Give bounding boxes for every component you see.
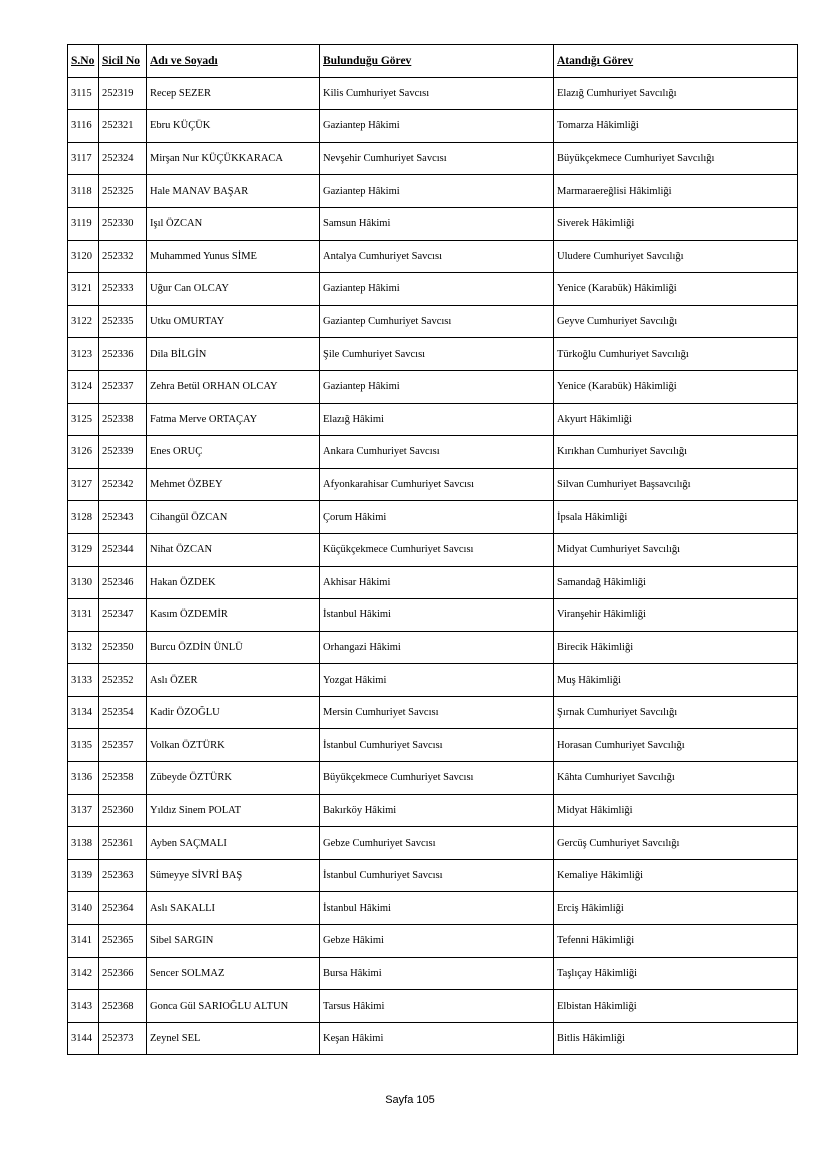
cell-assigned-post: Yenice (Karabük) Hâkimliği [554, 370, 798, 403]
cell-sno: 3142 [68, 957, 99, 990]
cell-current-post: Küçükçekmece Cumhuriyet Savcısı [320, 533, 554, 566]
cell-assigned-post: Şırnak Cumhuriyet Savcılığı [554, 696, 798, 729]
page-number: Sayfa 105 [385, 1094, 435, 1106]
cell-name: Ayben SAÇMALI [147, 827, 320, 860]
cell-name: Muhammed Yunus SİME [147, 240, 320, 273]
table-row [68, 827, 798, 860]
table-row [68, 273, 798, 306]
cell-sicil-no: 252360 [99, 794, 147, 827]
cell-name: Hale MANAV BAŞAR [147, 175, 320, 208]
cell-name: Dila BİLGİN [147, 338, 320, 371]
cell-sicil-no: 252364 [99, 892, 147, 925]
cell-assigned-post: Tomarza Hâkimliği [554, 110, 798, 143]
cell-current-post: Orhangazi Hâkimi [320, 631, 554, 664]
cell-current-post: İstanbul Cumhuriyet Savcısı [320, 859, 554, 892]
cell-sicil-no: 252335 [99, 305, 147, 338]
cell-sno: 3118 [68, 175, 99, 208]
cell-sno: 3134 [68, 696, 99, 729]
cell-current-post: Gebze Cumhuriyet Savcısı [320, 827, 554, 860]
cell-name: Sümeyye SİVRİ BAŞ [147, 859, 320, 892]
table-row [68, 599, 798, 632]
cell-current-post: İstanbul Hâkimi [320, 892, 554, 925]
cell-name: Yıldız Sinem POLAT [147, 794, 320, 827]
column-header-assigned-post: Atandığı Görev [554, 45, 798, 78]
table-row [68, 240, 798, 273]
cell-current-post: Antalya Cumhuriyet Savcısı [320, 240, 554, 273]
cell-sicil-no: 252366 [99, 957, 147, 990]
cell-assigned-post: Geyve Cumhuriyet Savcılığı [554, 305, 798, 338]
cell-sicil-no: 252346 [99, 566, 147, 599]
table-row [68, 142, 798, 175]
cell-sno: 3123 [68, 338, 99, 371]
cell-sicil-no: 252343 [99, 501, 147, 534]
table-row [68, 305, 798, 338]
cell-sno: 3136 [68, 762, 99, 795]
table-row [68, 859, 798, 892]
cell-current-post: İstanbul Hâkimi [320, 599, 554, 632]
cell-current-post: Nevşehir Cumhuriyet Savcısı [320, 142, 554, 175]
cell-current-post: Akhisar Hâkimi [320, 566, 554, 599]
cell-current-post: Çorum Hâkimi [320, 501, 554, 534]
cell-assigned-post: Midyat Hâkimliği [554, 794, 798, 827]
cell-sno: 3143 [68, 990, 99, 1023]
table-row [68, 403, 798, 436]
cell-assigned-post: Akyurt Hâkimliği [554, 403, 798, 436]
cell-sno: 3140 [68, 892, 99, 925]
cell-sno: 3120 [68, 240, 99, 273]
cell-assigned-post: Gercüş Cumhuriyet Savcılığı [554, 827, 798, 860]
cell-sno: 3144 [68, 1022, 99, 1055]
cell-current-post: Gebze Hâkimi [320, 925, 554, 958]
cell-sno: 3121 [68, 273, 99, 306]
cell-name: Mirşan Nur KÜÇÜKKARACA [147, 142, 320, 175]
cell-name: Kasım ÖZDEMİR [147, 599, 320, 632]
cell-assigned-post: Büyükçekmece Cumhuriyet Savcılığı [554, 142, 798, 175]
table-row [68, 566, 798, 599]
table-row [68, 175, 798, 208]
cell-current-post: Gaziantep Cumhuriyet Savcısı [320, 305, 554, 338]
cell-sicil-no: 252350 [99, 631, 147, 664]
cell-assigned-post: Siverek Hâkimliği [554, 207, 798, 240]
cell-name: Işıl ÖZCAN [147, 207, 320, 240]
cell-assigned-post: Erciş Hâkimliği [554, 892, 798, 925]
cell-name: Zeynel SEL [147, 1022, 320, 1055]
table-row [68, 110, 798, 143]
cell-current-post: Mersin Cumhuriyet Savcısı [320, 696, 554, 729]
cell-assigned-post: Viranşehir Hâkimliği [554, 599, 798, 632]
cell-sicil-no: 252354 [99, 696, 147, 729]
cell-current-post: Elazığ Hâkimi [320, 403, 554, 436]
table-row [68, 762, 798, 795]
cell-sno: 3129 [68, 533, 99, 566]
cell-assigned-post: Uludere Cumhuriyet Savcılığı [554, 240, 798, 273]
cell-assigned-post: Kemaliye Hâkimliği [554, 859, 798, 892]
cell-assigned-post: Tefenni Hâkimliği [554, 925, 798, 958]
cell-assigned-post: Elbistan Hâkimliği [554, 990, 798, 1023]
cell-sicil-no: 252357 [99, 729, 147, 762]
cell-sno: 3139 [68, 859, 99, 892]
table-row [68, 1022, 798, 1055]
cell-sno: 3126 [68, 436, 99, 469]
cell-sicil-no: 252365 [99, 925, 147, 958]
table-row [68, 436, 798, 469]
cell-assigned-post: Silvan Cumhuriyet Başsavcılığı [554, 468, 798, 501]
table-row [68, 631, 798, 664]
cell-assigned-post: Yenice (Karabük) Hâkimliği [554, 273, 798, 306]
table-row [68, 729, 798, 762]
appointment-table [67, 44, 798, 1055]
table-row [68, 794, 798, 827]
cell-name: Zübeyde ÖZTÜRK [147, 762, 320, 795]
cell-name: Kadir ÖZOĞLU [147, 696, 320, 729]
table-row [68, 370, 798, 403]
cell-name: Sencer SOLMAZ [147, 957, 320, 990]
cell-sno: 3132 [68, 631, 99, 664]
table-row [68, 925, 798, 958]
cell-assigned-post: Elazığ Cumhuriyet Savcılığı [554, 77, 798, 110]
cell-sno: 3124 [68, 370, 99, 403]
cell-assigned-post: Birecik Hâkimliği [554, 631, 798, 664]
cell-name: Hakan ÖZDEK [147, 566, 320, 599]
cell-assigned-post: Kırıkhan Cumhuriyet Savcılığı [554, 436, 798, 469]
table-row [68, 501, 798, 534]
cell-name: Burcu ÖZDİN ÜNLÜ [147, 631, 320, 664]
cell-sno: 3119 [68, 207, 99, 240]
table-row [68, 533, 798, 566]
column-header-sno: S.No [68, 45, 99, 78]
table-row [68, 696, 798, 729]
cell-current-post: İstanbul Cumhuriyet Savcısı [320, 729, 554, 762]
cell-sno: 3141 [68, 925, 99, 958]
cell-sno: 3122 [68, 305, 99, 338]
cell-sno: 3130 [68, 566, 99, 599]
column-header-current-post: Bulunduğu Görev [320, 45, 554, 78]
cell-sicil-no: 252344 [99, 533, 147, 566]
cell-sicil-no: 252332 [99, 240, 147, 273]
cell-current-post: Bakırköy Hâkimi [320, 794, 554, 827]
cell-current-post: Keşan Hâkimi [320, 1022, 554, 1055]
cell-assigned-post: Bitlis Hâkimliği [554, 1022, 798, 1055]
cell-sno: 3133 [68, 664, 99, 697]
cell-sno: 3117 [68, 142, 99, 175]
cell-sno: 3138 [68, 827, 99, 860]
cell-name: Enes ORUÇ [147, 436, 320, 469]
cell-assigned-post: Muş Hâkimliği [554, 664, 798, 697]
cell-name: Recep SEZER [147, 77, 320, 110]
cell-sicil-no: 252338 [99, 403, 147, 436]
cell-current-post: Samsun Hâkimi [320, 207, 554, 240]
column-header-name: Adı ve Soyadı [147, 45, 320, 78]
cell-name: Ebru KÜÇÜK [147, 110, 320, 143]
table-row [68, 892, 798, 925]
cell-sno: 3137 [68, 794, 99, 827]
cell-sicil-no: 252336 [99, 338, 147, 371]
cell-name: Nihat ÖZCAN [147, 533, 320, 566]
cell-current-post: Tarsus Hâkimi [320, 990, 554, 1023]
table-row [68, 664, 798, 697]
cell-current-post: Şile Cumhuriyet Savcısı [320, 338, 554, 371]
cell-sno: 3115 [68, 77, 99, 110]
table-header-row [68, 45, 798, 78]
cell-current-post: Bursa Hâkimi [320, 957, 554, 990]
cell-name: Utku OMURTAY [147, 305, 320, 338]
cell-sno: 3128 [68, 501, 99, 534]
cell-assigned-post: Samandağ Hâkimliği [554, 566, 798, 599]
cell-sicil-no: 252333 [99, 273, 147, 306]
cell-sicil-no: 252363 [99, 859, 147, 892]
cell-name: Volkan ÖZTÜRK [147, 729, 320, 762]
cell-sno: 3135 [68, 729, 99, 762]
cell-assigned-post: Marmaraereğlisi Hâkimliği [554, 175, 798, 208]
cell-assigned-post: İpsala Hâkimliği [554, 501, 798, 534]
cell-sicil-no: 252358 [99, 762, 147, 795]
table-row [68, 990, 798, 1023]
cell-assigned-post: Kâhta Cumhuriyet Savcılığı [554, 762, 798, 795]
cell-sicil-no: 252321 [99, 110, 147, 143]
cell-current-post: Gaziantep Hâkimi [320, 370, 554, 403]
table-row [68, 207, 798, 240]
table-row [68, 957, 798, 990]
table-row [68, 468, 798, 501]
table-row [68, 77, 798, 110]
cell-current-post: Yozgat Hâkimi [320, 664, 554, 697]
cell-current-post: Büyükçekmece Cumhuriyet Savcısı [320, 762, 554, 795]
cell-sicil-no: 252373 [99, 1022, 147, 1055]
cell-current-post: Gaziantep Hâkimi [320, 110, 554, 143]
cell-current-post: Gaziantep Hâkimi [320, 175, 554, 208]
table-row [68, 338, 798, 371]
cell-current-post: Ankara Cumhuriyet Savcısı [320, 436, 554, 469]
cell-current-post: Afyonkarahisar Cumhuriyet Savcısı [320, 468, 554, 501]
cell-sicil-no: 252347 [99, 599, 147, 632]
cell-sno: 3125 [68, 403, 99, 436]
cell-sicil-no: 252368 [99, 990, 147, 1023]
cell-sicil-no: 252361 [99, 827, 147, 860]
cell-sicil-no: 252352 [99, 664, 147, 697]
cell-sno: 3131 [68, 599, 99, 632]
cell-assigned-post: Horasan Cumhuriyet Savcılığı [554, 729, 798, 762]
cell-name: Zehra Betül ORHAN OLCAY [147, 370, 320, 403]
cell-sicil-no: 252337 [99, 370, 147, 403]
cell-sicil-no: 252319 [99, 77, 147, 110]
cell-current-post: Kilis Cumhuriyet Savcısı [320, 77, 554, 110]
cell-sicil-no: 252330 [99, 207, 147, 240]
cell-current-post: Gaziantep Hâkimi [320, 273, 554, 306]
cell-sicil-no: 252342 [99, 468, 147, 501]
cell-name: Aslı SAKALLI [147, 892, 320, 925]
cell-name: Uğur Can OLCAY [147, 273, 320, 306]
cell-name: Aslı ÖZER [147, 664, 320, 697]
cell-name: Mehmet ÖZBEY [147, 468, 320, 501]
cell-name: Sibel SARGIN [147, 925, 320, 958]
cell-assigned-post: Midyat Cumhuriyet Savcılığı [554, 533, 798, 566]
cell-sicil-no: 252339 [99, 436, 147, 469]
cell-name: Fatma Merve ORTAÇAY [147, 403, 320, 436]
cell-name: Gonca Gül SARIOĞLU ALTUN [147, 990, 320, 1023]
cell-sicil-no: 252325 [99, 175, 147, 208]
cell-sicil-no: 252324 [99, 142, 147, 175]
cell-assigned-post: Türkoğlu Cumhuriyet Savcılığı [554, 338, 798, 371]
cell-name: Cihangül ÖZCAN [147, 501, 320, 534]
cell-assigned-post: Taşlıçay Hâkimliği [554, 957, 798, 990]
cell-sno: 3127 [68, 468, 99, 501]
cell-sno: 3116 [68, 110, 99, 143]
column-header-sicil-no: Sicil No [99, 45, 147, 78]
